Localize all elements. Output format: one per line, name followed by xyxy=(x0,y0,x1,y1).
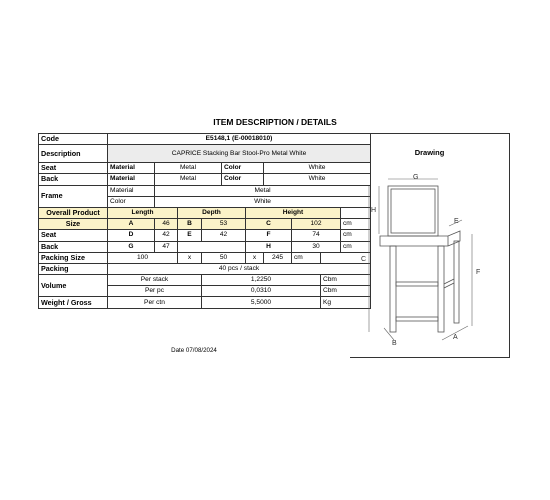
seat-e-label: E xyxy=(178,230,202,241)
frame-label: Frame xyxy=(39,185,108,207)
weight-label: Weight / Gross xyxy=(39,297,108,308)
backrest-shape xyxy=(388,186,438,236)
frame-material-label: Material xyxy=(108,185,155,196)
per-stack-unit: Cbm xyxy=(321,275,371,286)
back-material-row xyxy=(39,174,371,185)
footrest-front xyxy=(396,282,438,286)
length-header: Length xyxy=(108,207,178,218)
volume-label: Volume xyxy=(39,275,108,297)
page-title: ITEM DESCRIPTION / DETAILS xyxy=(213,117,337,127)
per-pc-value: 0,0310 xyxy=(202,286,321,297)
packing-value: 40 pcs / stack xyxy=(108,263,371,274)
label-f: F xyxy=(476,269,481,276)
label-g: G xyxy=(413,174,419,181)
drawing-title: Drawing xyxy=(414,148,445,157)
per-stack-label: Per stack xyxy=(108,275,202,286)
size-c-label: C xyxy=(246,219,292,230)
label-b: B xyxy=(392,340,397,347)
back-h-label: H xyxy=(246,241,292,252)
overall-size-label-1: Overall Product xyxy=(39,207,108,218)
back-g-value: 47 xyxy=(155,241,178,252)
description-label: Description xyxy=(39,145,108,163)
packing-row xyxy=(39,263,371,274)
spec-table xyxy=(38,133,371,309)
back-material-label: Material xyxy=(108,174,155,185)
seat-d-value: 42 xyxy=(155,230,178,241)
size-a-value: 46 xyxy=(155,219,178,230)
per-pc-unit: Cbm xyxy=(321,286,371,297)
back-color-value: White xyxy=(264,174,371,185)
back-material-value: Metal xyxy=(155,174,222,185)
seat-dims-label: Seat xyxy=(39,230,108,241)
seat-e-value: 42 xyxy=(202,230,246,241)
packing-size-x2: x xyxy=(246,252,264,263)
label-a: A xyxy=(453,334,458,341)
front-left-leg xyxy=(390,246,396,332)
dim-b-line xyxy=(384,328,394,340)
back-color-label: Color xyxy=(222,174,264,185)
packing-size-v3: 245 xyxy=(264,252,292,263)
back-label: Back xyxy=(39,174,108,185)
description-value: CAPRICE Stacking Bar Stool-Pro Metal White xyxy=(108,145,371,163)
code-label: Code xyxy=(39,134,108,145)
seat-material-label: Material xyxy=(108,163,155,174)
per-pc-label: Per pc xyxy=(108,286,202,297)
footrest-side xyxy=(444,279,454,284)
per-ctn-value: 5,5000 xyxy=(202,297,321,308)
frame-color-value: White xyxy=(155,196,371,207)
seat-dims-unit: cm xyxy=(341,230,371,241)
seat-material-value: Metal xyxy=(155,163,222,174)
seat-label: Seat xyxy=(39,163,108,174)
back-h-value: 30 xyxy=(292,241,341,252)
description-row xyxy=(39,145,371,163)
size-b-label: B xyxy=(178,219,202,230)
height-header: Height xyxy=(246,207,341,218)
seat-color-value: White xyxy=(264,163,371,174)
frame-material-value: Metal xyxy=(155,185,371,196)
footrest-side-2 xyxy=(444,283,454,288)
code-value: E5148,1 (E-00018010) xyxy=(108,134,371,145)
spec-sheet xyxy=(38,133,512,369)
per-stack-value: 1,2250 xyxy=(202,275,321,286)
label-h: H xyxy=(371,207,377,214)
packing-size-x1: x xyxy=(178,252,202,263)
seat-f-value: 74 xyxy=(292,230,341,241)
depth-header: Depth xyxy=(178,207,246,218)
stool-drawing xyxy=(350,134,508,359)
packing-label: Packing xyxy=(39,263,108,274)
size-a-label: A xyxy=(108,219,155,230)
seat-f-label: F xyxy=(246,230,292,241)
size-header-row xyxy=(39,207,371,218)
backrest-inner xyxy=(391,189,435,233)
frame-color-label: Color xyxy=(108,196,155,207)
back-dims-unit: cm xyxy=(341,241,371,252)
code-row xyxy=(39,134,371,145)
back-dims-row xyxy=(39,241,371,252)
back-dims-label: Back xyxy=(39,241,108,252)
front-right-leg xyxy=(438,246,444,332)
size-b-value: 53 xyxy=(202,219,246,230)
packing-size-label: Packing Size xyxy=(39,252,108,263)
size-unit: cm xyxy=(341,219,371,230)
frame-material-row xyxy=(39,185,371,196)
bottom-rail xyxy=(396,317,438,321)
seat-dims-row xyxy=(39,230,371,241)
rear-leg xyxy=(454,241,459,323)
volume-stack-row xyxy=(39,275,371,286)
per-ctn-unit: Kg xyxy=(321,297,371,308)
back-g-label: G xyxy=(108,241,155,252)
packing-size-unit: cm xyxy=(292,252,321,263)
seat-color-label: Color xyxy=(222,163,264,174)
packing-size-v1: 100 xyxy=(108,252,178,263)
size-values-row xyxy=(39,219,371,230)
packing-size-row xyxy=(39,252,371,263)
weight-row xyxy=(39,297,371,308)
label-c: C xyxy=(361,256,367,263)
size-c-value: 102 xyxy=(292,219,341,230)
drawing-panel xyxy=(350,133,510,358)
seat-material-row xyxy=(39,163,371,174)
label-e: E xyxy=(454,218,459,225)
overall-size-label-2: Size xyxy=(39,219,108,230)
seat-d-label: D xyxy=(108,230,155,241)
per-ctn-label: Per ctn xyxy=(108,297,202,308)
date-text: Date 07/08/2024 xyxy=(171,347,217,354)
packing-size-v2: 50 xyxy=(202,252,246,263)
